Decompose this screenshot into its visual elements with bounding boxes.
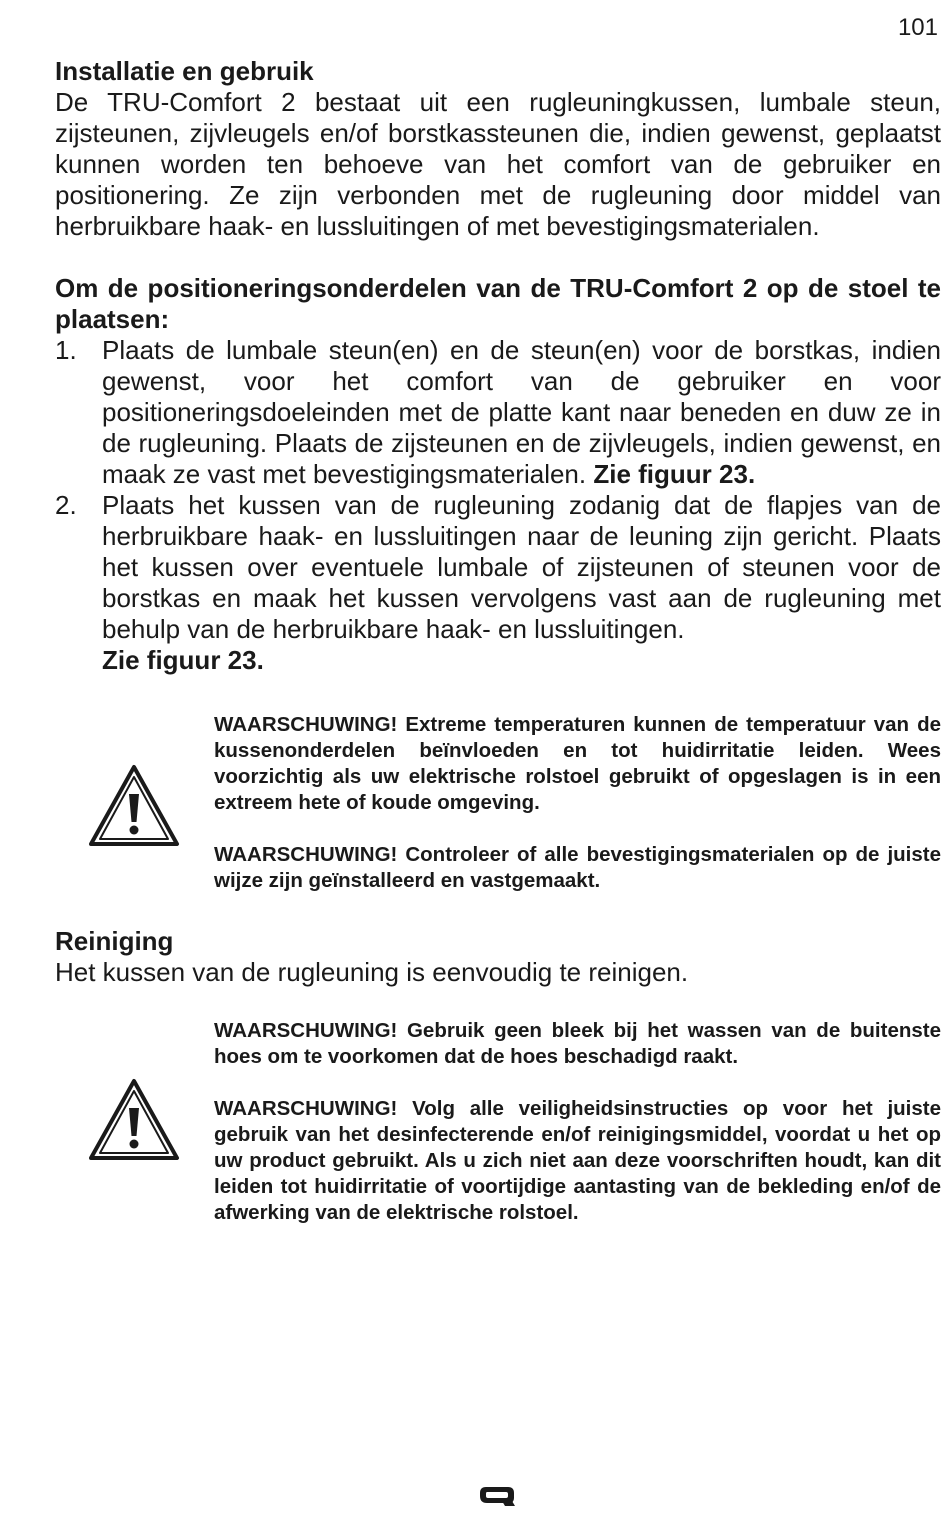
list-item: [55, 335, 941, 490]
cleaning-intro: Het kussen van de rugleuning is eenvoudig te reinigen.: [55, 957, 689, 987]
installation-warnings: [214, 712, 941, 894]
q-logo-icon: [478, 1484, 516, 1508]
warning-text: WAARSCHUWING! Gebruik geen bleek bij het wassen van de buitenste hoes om te voorkomen dat de hoes beschadigd raakt.: [214, 1019, 941, 1068]
cleaning-heading: Reiniging: [55, 926, 174, 956]
list-item: [55, 490, 941, 676]
figure-reference: Zie figuur 23.: [593, 459, 756, 489]
installation-intro: De TRU-Comfort 2 bestaat uit een rugleuningkussen, lumbale steun, zijsteunen, zijvleugels en/of borstkassteunen die, indien gewenst, geplaatst kunnen worden ten behoeve van het comfort van de gebruiker en positionering. Ze zijn verbonden met de rugleuning door middel van herbruikbare haak- en lussluitingen of met bevestigingsmaterialen.: [55, 87, 941, 241]
step-body: [102, 490, 941, 676]
installation-heading: Installatie en gebruik: [55, 56, 314, 86]
warning-text: WAARSCHUWING! Controleer of alle bevestigingsmaterialen op de juiste wijze zijn geïnstalleerd en vastgemaakt.: [214, 843, 941, 892]
step-number: 1.: [55, 335, 77, 365]
cleaning-warnings: [214, 1018, 941, 1226]
step-text: Plaats de lumbale steun(en) en de steun(en) voor de borstkas, indien gewenst, voor het comfort van de gebruiker en voor positioneringsdoeleinden met de platte kant naar beneden en duw ze in de rugleuning. Plaats de zijsteunen en de zijvleugels, indien gewenst, en maak ze vast met bevestigingsmaterialen.: [102, 335, 941, 489]
main-content: [55, 56, 941, 1226]
warning-triangle-icon: [88, 764, 180, 848]
step-body: [102, 335, 941, 490]
step-text: Plaats het kussen van de rugleuning zodanig dat de flapjes van de herbruikbare haak- en lussluitingen naar de leuning zijn gericht. Plaats het kussen over eventuele lumbale of zijsteunen of steunen voor de borstkas en maak het kussen vervolgens vast aan de rugleuning met behulp van de herbruikbare haak- en lussluitingen.: [102, 490, 941, 644]
warning-text: WAARSCHUWING! Volg alle veiligheidsinstructies op voor het juiste gebruik van het desinfecterende en/of reinigingsmiddel, voordat u het op uw product gebruikt. Als u zich niet aan deze voorschriften houdt, kan dit leiden tot huidirritatie of voortijdige aantasting van de bekleding en/of de afwerking van de elektrische rolstoel.: [214, 1097, 941, 1224]
positioning-subheading: Om de positioneringsonderdelen van de TRU-Comfort 2 op de stoel te plaatsen:: [55, 273, 941, 334]
figure-reference: Zie figuur 23.: [102, 645, 264, 675]
step-number: 2.: [55, 490, 77, 520]
warning-triangle-icon: [88, 1078, 180, 1162]
installation-steps: [55, 335, 941, 676]
warning-text: WAARSCHUWING! Extreme temperaturen kunnen de temperatuur van de kussenonderdelen beïnvloeden en tot huidirritatie leiden. Wees voorzichtig als uw elektrische rolstoel gebruikt of opgeslagen is in een extreem hete of koude omgeving.: [214, 713, 941, 814]
page-number: 101: [897, 14, 938, 41]
